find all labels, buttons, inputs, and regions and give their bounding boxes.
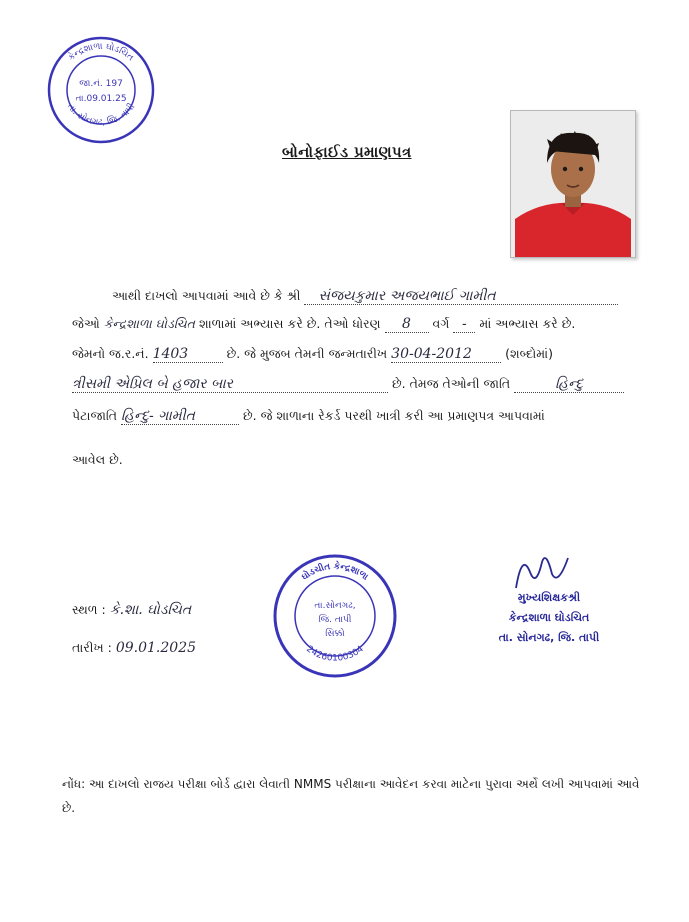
caste-value: હિન્દુ [514,376,624,393]
school-round-stamp [270,552,400,680]
top-stamp-bottom: તા. સોનગઢ, જિ. તાપી [64,102,138,128]
body-text: જેઓ [72,316,100,331]
top-stamp-number: જા.નં. 197 [79,79,123,89]
round-stamp-code: 24260100304 [304,644,366,664]
body-line-6: આવેલ છે. [72,452,123,467]
division-value: - [453,316,475,333]
body-text: માં અભ્યાસ કરે છે. [479,316,576,331]
place-label: સ્થળ : [72,602,106,617]
date-label: તારીખ : [72,640,112,655]
body-line-5 [72,408,545,425]
subcaste-value: હિન્દુ- ગામીત [121,408,239,425]
signature-address: તા. સોનગઢ, જિ. તાપી [498,631,600,644]
place-value: કે.શા. ઘોડચિત [109,602,192,618]
dob-value: 30-04-2012 [391,346,501,363]
body-text: પેટાજાતિ [72,408,118,423]
round-stamp-center-3: સિક્કો [325,629,345,639]
signature-block [484,588,614,648]
body-line-4 [72,376,624,393]
reg-no-value: 1403 [153,346,223,363]
body-text: (શબ્દોમાં) [505,346,553,361]
grade-value: 8 [385,316,429,333]
dob-words-value: ત્રીસમી એપ્રિલ બે હજાર બાર [72,376,388,393]
body-text: આથી દાખલો આપવામાં આવે છે કે શ્રી [112,288,301,303]
student-photo [510,110,636,258]
round-stamp-center-2: જિ. તાપી [318,615,352,625]
body-text: છે. જે મુજબ તેમની જન્મતારીખ [226,346,388,361]
body-text: જેમનો જ.ર.નં. [72,346,149,361]
body-text: છે. જે શાળાના રેકર્ડ પરથી ખાત્રી કરી આ પ્રમાણપત્ર આપવામાં [242,408,545,423]
certificate-title: બોનોફાઈડ પ્રમાણપત્ર [282,143,412,161]
body-line-3 [72,346,553,363]
round-stamp-center-1: તા.સોનગઢ, [314,601,356,611]
place-row [72,602,191,618]
body-text: વર્ગ [432,316,450,331]
school-name: કેન્દ્રશાળા ઘોડચિત [103,316,195,331]
body-line-2 [72,316,575,333]
date-row [72,640,196,656]
top-stamp-ring: કેન્દ્રશાળા ઘોડચિત [66,41,136,64]
signature-scribble [508,548,578,592]
body-text: શાળામાં અભ્યાસ કરે છે. તેઓ ધોરણ [198,316,381,331]
signature-school: કેન્દ્રશાળા ઘોડચિત [508,611,590,624]
footer-note: નોંધ: આ દાખલો રાજય પરીક્ષા બોર્ડ દ્વારા લેવાતી NMMS પરીક્ષાના આવેદન કરવા માટેના પુરાવા અર્થે લખી આપવામાં આવે છે. [62,777,640,815]
round-stamp-ring: ઘોડચીત કેન્દ્રશાળા [300,561,370,583]
signature-title: મુખ્યશિક્ષકશ્રી [517,591,581,604]
body-line-1 [112,288,618,305]
student-name: સંજયકુમાર અજયભાઈ ગામીત [304,288,618,305]
top-stamp-date: તા.09.01.25 [75,94,127,104]
body-text: છે. તેમજ તેઓની જાતિ [391,376,511,391]
top-stamp [42,34,160,146]
date-value: 09.01.2025 [115,640,197,656]
